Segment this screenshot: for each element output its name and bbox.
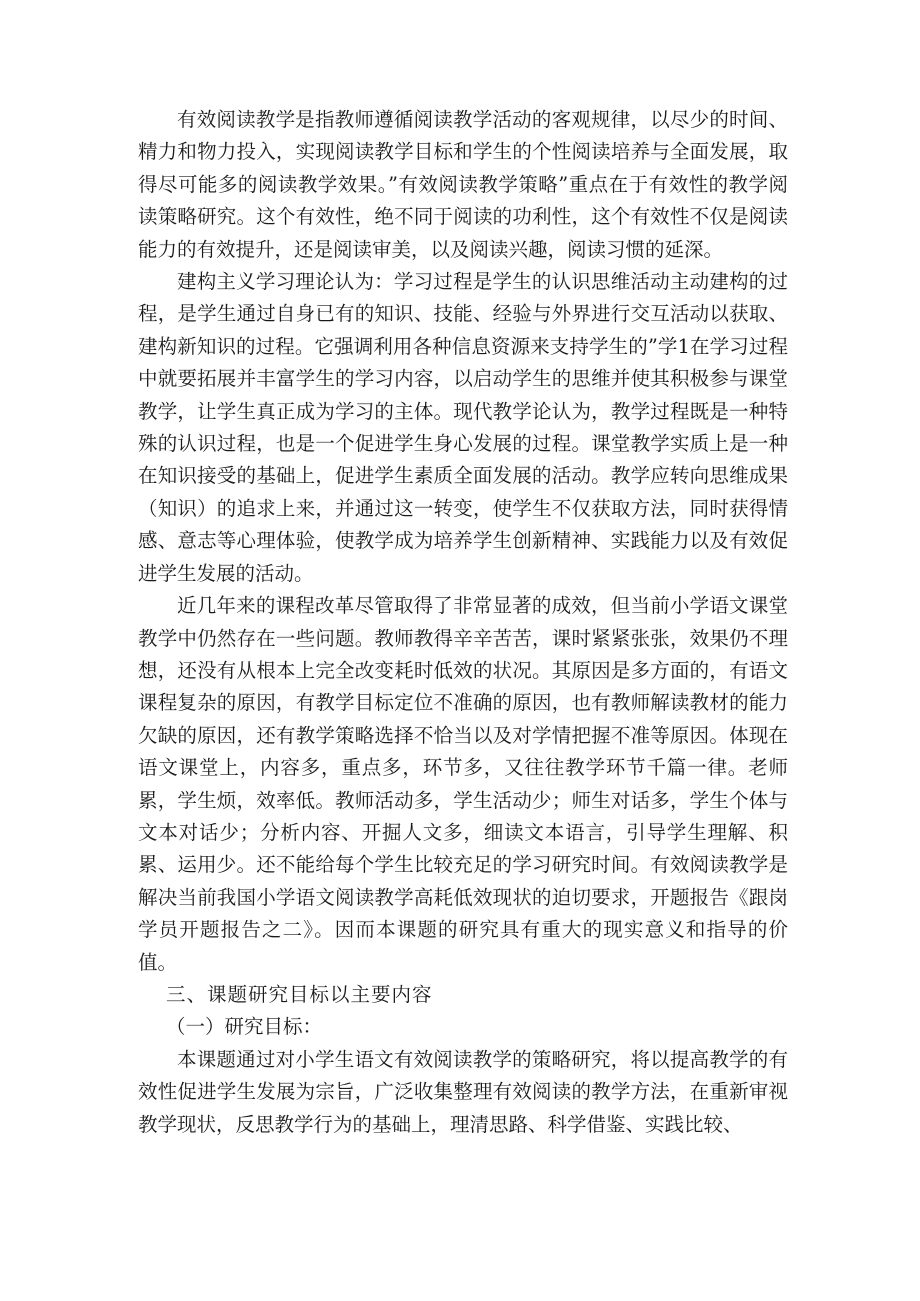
paragraph-current-problems: 近几年来的课程改革尽管取得了非常显著的成效，但当前小学语文课堂教学中仍然存在一些问题。教师教得辛辛苦苦，课时紧紧张张，效果仍不理想，还没有从根本上完全改变耗时低效的状况。其原因是多方面的，有语文课程复杂的原因，有教学目标定位不准确的原因，也有教师解读教材的能力欠缺的原因，还有教学策略选择不恰当以及对学情把握不准等原因。体现在语文课堂上，内容多，重点多，环节多，又往往教学环节千篇一律。老师累，学生烦，效率低。教师活动多，学生活动少；师生对话多，学生个体与文本对话少；分析内容、开掘人文多，细读文本语言，引导学生理解、积累、运用少。还不能给每个学生比较充足的学习研究时间。有效阅读教学是解决当前我国小学语文阅读教学高耗低效现状的迫切要求，开题报告《跟岗学员开题报告之二》。因而本课题的研究具有重大的现实意义和指导的价值。 [138,594,788,974]
paragraph-effective-reading-definition: 有效阅读教学是指教师遵循阅读教学活动的客观规律，以尽少的时间、精力和物力投入，实现阅读教学目标和学生的个性阅读培养与全面发展，取得尽可能多的阅读教学效果。”有效阅读教学策略”重点在于有效性的教学阅读策略研究。这个有效性，绝不同于阅读的功利性，这个有效性不仅是阅读能力的有效提升，还是阅读审美，以及阅读兴趣，阅读习惯的延深。 [138,108,788,261]
section-heading: 三、课题研究目标以主要内容 [166,982,433,1006]
paragraph-research-goals: 本课题通过对小学生语文有效阅读教学的策略研究，将以提高教学的有效性促进学生发展为宗旨，广泛收集整理有效阅读的教学方法，在重新审视教学现状，反思教学行为的基础上，理清思路、科学借鉴、实践比较、 [138,1047,788,1136]
document-body [138,104,788,1141]
subsection-heading: （一）研究目标： [166,1015,323,1039]
paragraph-constructivism-theory: 建构主义学习理论认为：学习过程是学生的认识思维活动主动建构的过程，是学生通过自身已有的知识、技能、经验与外界进行交互活动以获取、建构新知识的过程。它强调利用各种信息资源来支持学生的”学1在学习过程中就要拓展并丰富学生的学习内容，以启动学生的思维并使其积极参与课堂教学，让学生真正成为学习的主体。现代教学论认为，教学过程既是一种特殊的认识过程，也是一个促进学生身心发展的过程。课堂教学实质上是一种在知识接受的基础上，促进学生素质全面发展的活动。教学应转向思维成果（知识）的追求上来，并通过这一转变，使学生不仅获取方法，同时获得情感、意志等心理体验，使教学成为培养学生创新精神、实践能力以及有效促进学生发展的活动。 [138,270,788,585]
